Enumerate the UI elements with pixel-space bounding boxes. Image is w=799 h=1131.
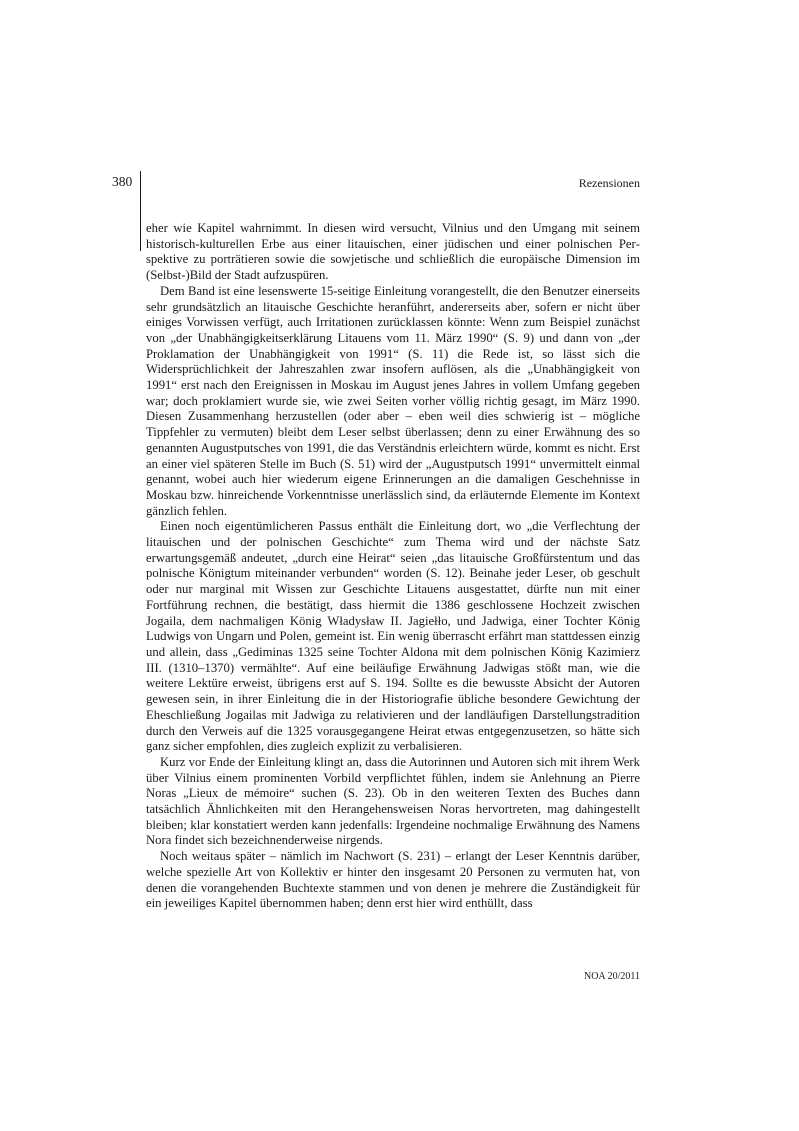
paragraph: Einen noch eigentümlicheren Passus enthält die Einleitung dort, wo „die Verflechtung der litauischen und der polnischen Geschichte“ zum Thema wird und der nächste Satz erwartungsgemäß andeutet, „durch eine Heirat“ seien „das litauische Großfürstentum und das polnische Königtum miteinander verbunden“ worden (S. 12). Beinahe jeder Leser, ob geschult oder nur marginal mit Wissen zur Geschichte Litauens ausgestattet, dürfte nun mit einer Fortführung rechnen, die bestätigt, dass hiermit die 1386 geschlossene Hochzeit zwischen Jogaila, dem nachmaligen König Władysław II. Jagiełło, und Jadwiga, einer Tochter König Ludwigs von Ungarn und Polen, gemeint ist. Ein wenig überrascht erfährt man stattdessen einzig und allein, dass „Gediminas 1325 seine Tochter Aldona mit dem polnischen König Kazimierz III. (1310–1370) vermählte“. Auf eine beiläufige Erwähnung Jadwigas stößt man, wie die weitere Lektüre erweist, übrigens erst auf S. 194. Sollte es die bewusste Absicht der Autoren gewesen sein, in ihrer Einleitung die in der Historiografie übliche besondere Gewichtung der Eheschließung Jogailas mit Jadwiga zu relativieren und der landläufigen Darstellungstradition durch den Verweis auf die 1325 vorausgegangene Heirat etwas entgegenzusetzen, so hätte sich ganz sicher empfohlen, dies zugleich explizit zu verbalisieren. xyxy=(146,519,640,754)
page-number: 380 xyxy=(112,174,133,189)
body-text xyxy=(146,221,640,912)
footer-journal: NOA 20/2011 xyxy=(583,971,640,982)
paragraph: eher wie Kapitel wahrnimmt. In diesen wird versucht, Vilnius und den Umgang mit seinem historisch-kulturellen Erbe aus einer litauischen, einer jüdischen und einer polnischen Perspektive zu porträtieren sowie die sowjetische und schließlich die europäische Dimension im (Selbst-)Bild der Stadt aufzuspüren. xyxy=(146,221,640,283)
running-head: Rezensionen xyxy=(578,176,640,190)
paragraph: Dem Band ist eine lesenswerte 15-seitige Einleitung vorangestellt, die den Benutzer einerseits sehr grundsätzlich an litauische Geschichte heranführt, andererseits aber, sofern er nicht über einiges Vorwissen verfügt, auch Irritationen zurücklassen könnte: Wenn zum Beispiel zunächst von „der Unabhängigkeitserklärung Litauens vom 11. März 1990“ (S. 9) und dann von „der Proklamation der Unabhängigkeit von 1991“ (S. 11) die Rede ist, so lässt sich die Widersprüchlichkeit der Jahreszahlen zwar insofern auflösen, als die „Unabhängigkeit von 1991“ erst nach den Ereignissen in Moskau im August jenes Jahres in vollem Umfang gegeben war; doch proklamiert wurde sie, wie zwei Seiten vorher völlig richtig gesagt, im März 1990. Diesen Zusammenhang herzustellen (oder aber – eben weil dies schwierig ist – mögliche Tippfehler zu vermuten) bleibt dem Leser selbst überlassen; denn zu einer Erwähnung des so genannten Augustputsches von 1991, die das Verständnis erleichtern würde, kommt es nicht. Erst an einer viel späteren Stelle im Buch (S. 51) wird der „Augustputsch 1991“ unvermittelt einmal genannt, wobei auch hier wiederum eigene Erinnerungen an die damaligen Geschehnisse in Moskau bzw. hinreichende Vorkenntnisse unerlässlich sind, da erläuternde Elemente im Kontext gänzlich fehlen. xyxy=(146,283,640,518)
vertical-rule xyxy=(140,171,141,251)
paragraph: Kurz vor Ende der Einleitung klingt an, dass die Autorinnen und Autoren sich mit ihrem Werk über Vilnius einem prominenten Vorbild verpflichtet fühlen, indem sie Anlehnung an Pierre Noras „Lieux de mémoire“ suchen (S. 23). Ob in den weiteren Texten des Buches dann tatsächlich Ähnlichkeiten mit den Herangehensweisen Noras hervortreten, mag dahingestellt bleiben; klar konstatiert werden kann jedenfalls: Irgendeine nochmalige Erwähnung des Namens Nora findet sich bezeichnenderweise nirgends. xyxy=(146,754,640,848)
paragraph: Noch weitaus später – nämlich im Nachwort (S. 231) – erlangt der Leser Kenntnis darüber, welche spezielle Art von Kollektiv er hinter den insgesamt 20 Personen zu vermuten hat, von denen die vorangehenden Buchtexte stammen und von denen je mehrere die Zuständigkeit für ein jeweiliges Kapitel übernommen haben; denn erst hier wird enthüllt, dass xyxy=(146,849,640,911)
